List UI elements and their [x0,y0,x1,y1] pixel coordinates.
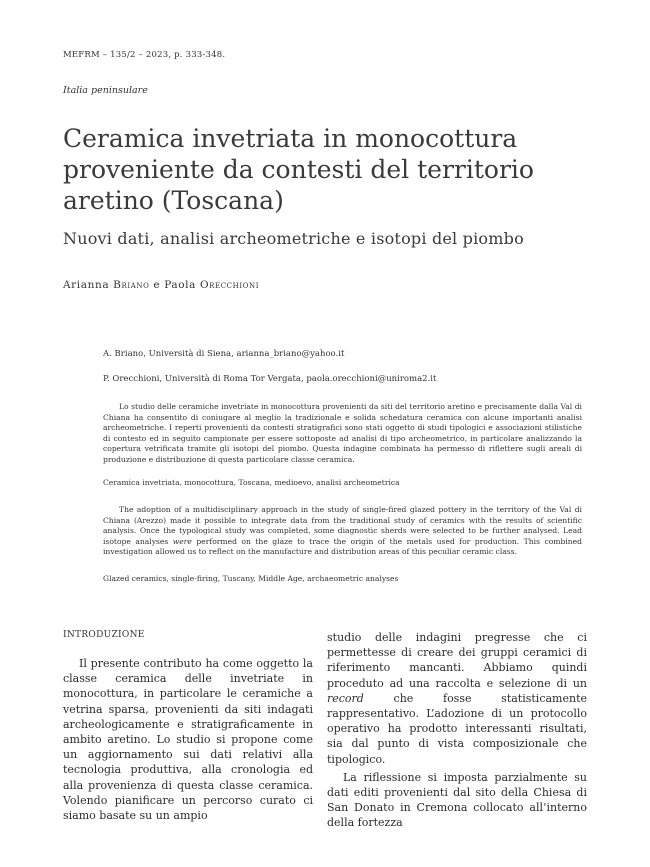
keywords-english: Glazed ceramics, single-firing, Tuscany, Middle Age, archaeometric analyses [103,574,399,583]
abstract-english-part-1: The adoption of a multidisciplinary approach in the study of single-fired glazed pottery in the territory of the Val di Chiana (Arezzo) made it possible to integrate data from the traditional study of ceramics with the results of scientific analysis. Once the typological study was completed, some diagnostic sherds were selected to be further analysed. Lead isotope analyses [103,505,582,546]
author-2-given: Paola [164,279,196,291]
affiliation-1: A. Briano, Università di Siena, arianna_briano@yahoo.it [103,349,345,359]
body-column-right [327,630,587,831]
author-1-given: Arianna [63,279,110,291]
article-subtitle: Nuovi dati, analisi archeometriche e isotopi del piombo [63,229,524,248]
article-title: Ceramica invetriata in monocottura proveniente da contesti del territorio aretino (Toscana) [63,124,534,215]
section-heading: INTRODUZIONE [63,630,145,640]
body-paragraph-3: La riflessione si imposta parzialmente su dati editi provenienti dal sito della Chiesa di San Donato in Cremona collocato all’interno della fortezza [327,770,587,830]
author-line [63,279,259,291]
section-label: Italia peninsulare [63,85,148,96]
journal-reference: MEFRM – 135/2 – 2023, p. 333-348. [63,50,226,60]
body-paragraph-2-part-1: studio delle indagini pregresse che ci permettesse di creare dei gruppi ceramici di riferimento mancanti. Abbiamo quindi proceduto ad una raccolta e selezione di un [327,631,587,690]
author-1-family: Briano [113,279,150,291]
body-paragraph-2-part-2: che fosse statisticamente rappresentativo. L’adozione di un protocollo operativo ha prodotto interessanti risultati, sia dal punto di vista composizionale che tipologico. [327,691,587,766]
author-2-family: Orecchioni [199,279,260,291]
abstract-italian: Lo studio delle ceramiche invetriate in monocottura provenienti da siti del territorio aretino e precisamente dalla Val di Chiana ha consentito di coniugare al meglio la tradizionale e solida schedatura ceramica con alcune importanti analisi archeometriche. I reperti provenienti da contesti stratigrafici sono stati oggetto di studi tipologici e associazioni stilistiche di contesto ed in seguito campionate per essere sottoposte ad analisi di tipo archeometrico, in particolare analizzando la copertura vetrificata tramite gli isotopi del piombo. Questa indagine combinata ha permesso di riflettere sugli areali di produzione e distribuzione di questa particolare classe ceramica. [103,402,582,464]
abstract-english-part-2: performed on the glaze to trace the origin of the metals used for production. This combined investigation allowed us to reflect on the manufacture and distribution areas of this peculiar ceramic class. [103,536,583,557]
body-paragraph-2 [327,630,587,767]
abstract-english [103,505,582,558]
abstract-english-italic: were [172,536,192,546]
body-paragraph-1: Il presente contributo ha come oggetto la classe ceramica delle invetriate in monocottura, in particolare le ceramiche a vetrina sparsa, provenienti da siti indagati archeologicamente e stratigraficamente in ambito aretino. Lo studio si propone come un aggiornamento sui dati relativi alla tecnologia produttiva, alla cronologia ed alla provenienza di questa classe ceramica. Volendo pianificare un percorso curato ci siamo basate su un ampio [63,657,313,823]
affiliation-2: P. Orecchioni, Università di Roma Tor Vergata, paola.orecchioni@uniroma2.it [103,374,437,384]
body-column-left [63,630,313,823]
author-conjunction: e [153,279,161,291]
body-paragraph-2-italic: record [327,691,364,705]
keywords-italian: Ceramica invetriata, monocottura, Toscana, medioevo, analisi archeometrica [103,478,400,487]
